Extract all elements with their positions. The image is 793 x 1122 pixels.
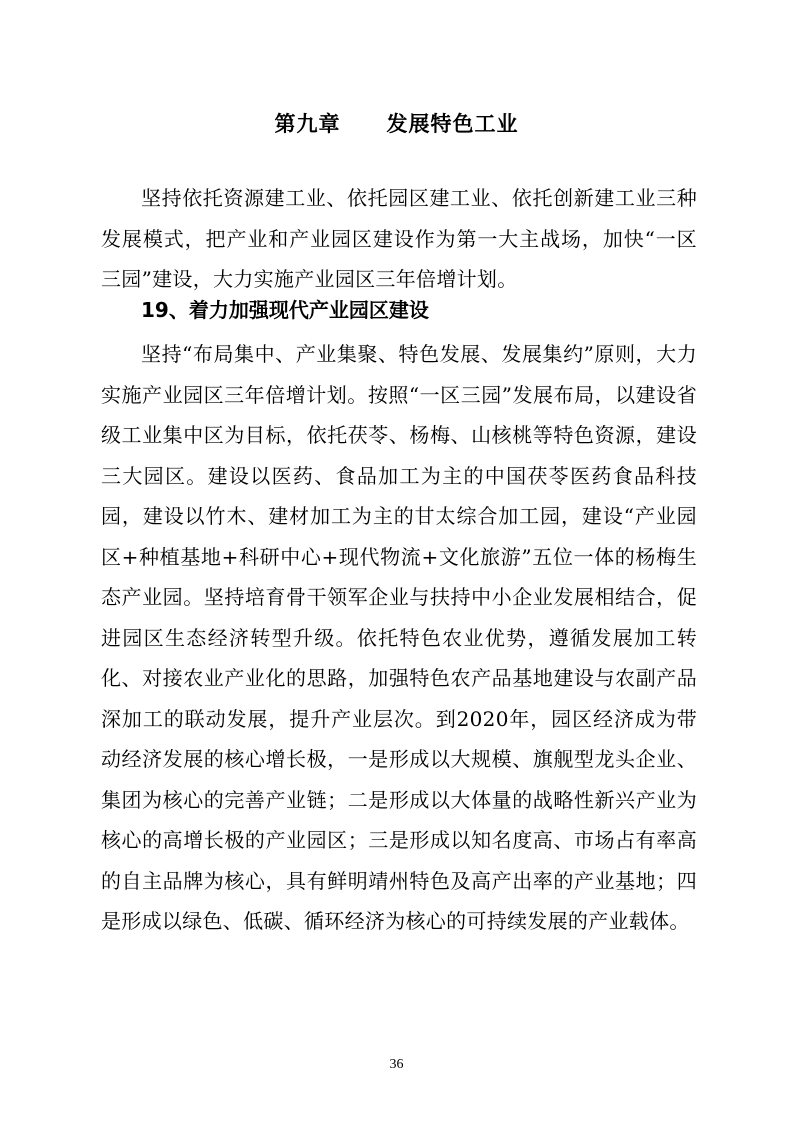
section-paragraph: 坚持“布局集中、产业集聚、特色发展、发展集约”原则，大力实施产业园区三年倍增计划。按照“一区三园”发展布局，以建设省级工业集中区为目标，依托茯苓、杨梅、山核桃等特色资源，建设三大园区。建设以医药、食品加工为主的中国茯苓医药食品科技园，建设以竹木、建材加工为主的甘太综合加工园，建设“产业园区+种植基地+科研中心+现代物流+文化旅游”五位一体的杨梅生态产业园。坚持培育骨干领军企业与扶持中小企业发展相结合，促进园区生态经济转型升级。依托特色农业优势，遵循发展加工转化、对接农业产业化的思路，加强特色农产品基地建设与农副产品深加工的联动发展，提升产业层次。到2020年，园区经济成为带动经济发展的核心增长极，一是形成以大规模、旗舰型龙头企业、集团为核心的完善产业链；二是形成以大体量的战略性新兴产业为核心的高增长极的产业园区；三是形成以知名度高、市场占有率高的自主品牌为核心，具有鲜明靖州特色及高产出率的产业基地；四是形成以绿色、低碳、循环经济为核心的可持续发展的产业载体。 xyxy=(101,342,697,933)
chapter-title xyxy=(0,108,793,140)
chapter-name: 发展特色工业 xyxy=(386,112,519,136)
section-heading: 19、着力加强现代产业园区建设 xyxy=(141,298,429,322)
intro-paragraph: 坚持依托资源建工业、依托园区建工业、依托创新建工业三种发展模式，把产业和产业园区建设作为第一大主战场，加快“一区三园”建设，大力实施产业园区三年倍增计划。 xyxy=(101,186,697,291)
page-number: 36 xyxy=(389,1057,404,1072)
chapter-number: 第九章 xyxy=(274,112,341,136)
